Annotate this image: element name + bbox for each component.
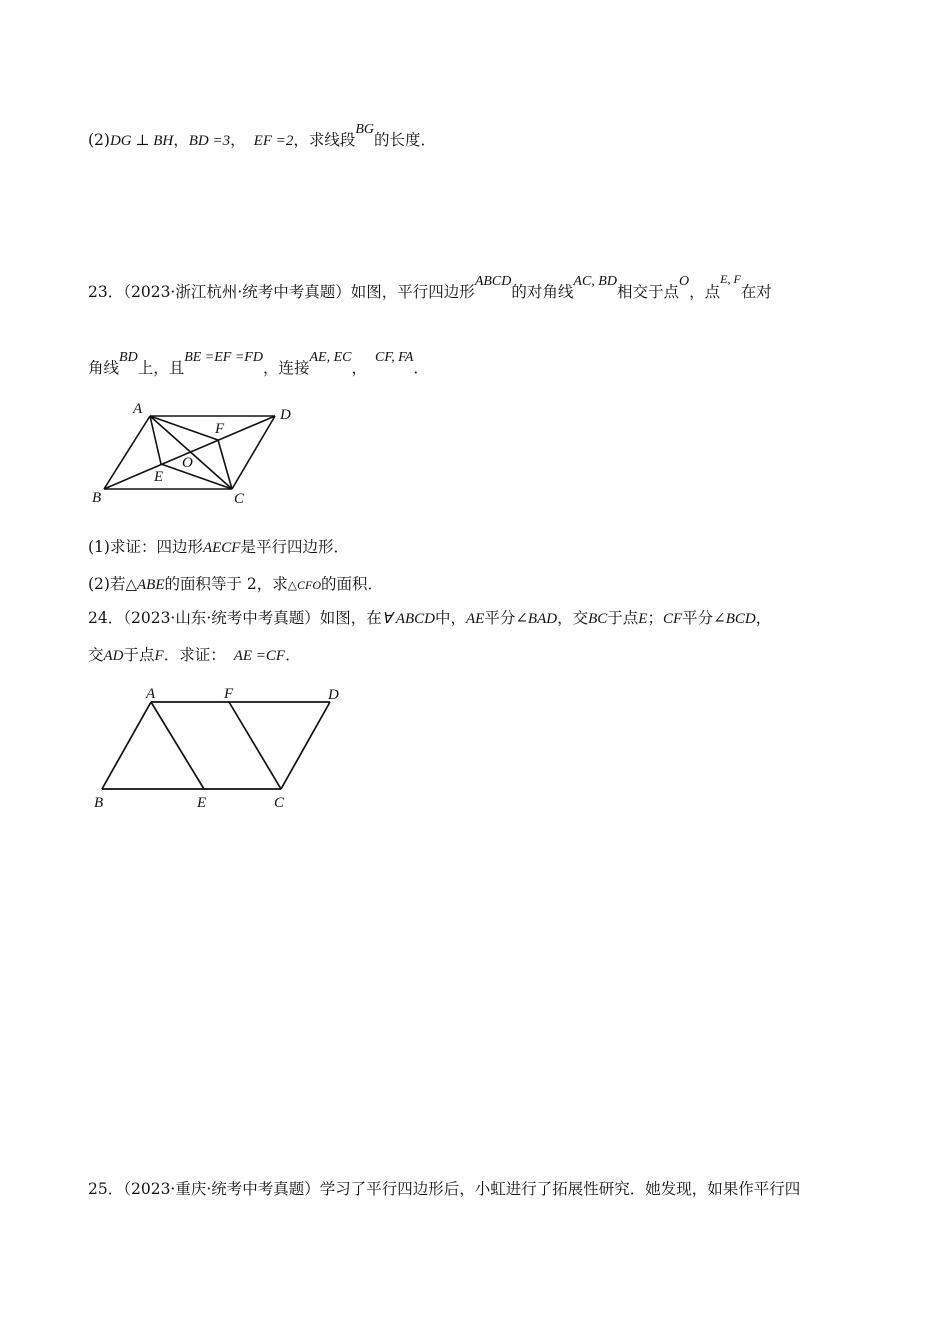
q24-line1 xyxy=(88,606,771,628)
text: 于点 xyxy=(607,609,639,627)
segment-ec xyxy=(161,464,232,489)
label-f: F xyxy=(215,421,225,437)
math-expr: AECF xyxy=(202,540,241,556)
text: ． xyxy=(285,646,301,664)
label-c: C xyxy=(274,795,285,811)
math-expr: BD =3 xyxy=(188,133,231,149)
q23-line2 xyxy=(88,350,429,378)
q24-line2 xyxy=(88,643,301,665)
text: (2)若 xyxy=(88,575,126,593)
segment-cf xyxy=(218,440,232,489)
math-expr: BG xyxy=(355,122,375,137)
question-source: （2023·重庆·统考中考真题） xyxy=(123,1180,320,1198)
text: 中， xyxy=(435,609,467,627)
q23-line1 xyxy=(88,272,772,302)
edge-ba xyxy=(104,416,150,489)
label-e: E xyxy=(197,795,207,811)
text: 的面积等于 2，求 xyxy=(164,575,288,593)
diagonal-ac xyxy=(150,416,232,489)
math-expr: △CFO xyxy=(287,578,322,592)
text: ，交 xyxy=(557,609,589,627)
text: 平分 xyxy=(484,609,516,627)
text: 的长度． xyxy=(374,131,437,149)
diagonal-bd xyxy=(104,416,275,489)
text: ，连接 xyxy=(262,359,310,377)
math-expr: E xyxy=(638,611,648,627)
label-f: F xyxy=(224,686,234,702)
math-expr: O xyxy=(678,274,690,289)
math-expr: AD xyxy=(103,648,124,664)
label-a: A xyxy=(133,401,143,417)
text: ，点 xyxy=(689,283,721,301)
text: 在对 xyxy=(740,283,772,301)
segment-fc xyxy=(229,702,281,789)
math-expr: AE =CF xyxy=(233,648,286,664)
math-expr: ꓯ ABCD xyxy=(381,611,435,627)
math-expr: ∠BAD xyxy=(515,611,558,627)
math-expr: AE, EC xyxy=(309,350,352,365)
q22-part2-line xyxy=(88,122,437,150)
math-expr: BE =EF =FD xyxy=(184,350,263,365)
question-number: 25． xyxy=(88,1180,124,1198)
q23-part2 xyxy=(88,572,383,594)
text: ．求证： xyxy=(163,646,226,664)
segment-fa xyxy=(150,416,218,440)
math-expr: EF =2 xyxy=(253,133,294,149)
text: ． xyxy=(413,359,429,377)
math-expr: AE xyxy=(466,611,485,627)
text: ； xyxy=(647,609,663,627)
label-o: O xyxy=(182,455,193,471)
part-label: (2) xyxy=(88,131,110,149)
text: (1)求证：四边形 xyxy=(88,538,203,556)
text: ， xyxy=(173,131,189,149)
text: 如图，平行四边形 xyxy=(350,283,475,301)
label-b: B xyxy=(92,490,102,506)
label-c: C xyxy=(234,491,245,507)
text: ，求线段 xyxy=(293,131,356,149)
math-expr: △ABE xyxy=(125,577,165,593)
text: 上，且 xyxy=(137,359,185,377)
math-expr: AC, BD xyxy=(573,274,617,289)
edge-ba xyxy=(102,702,151,789)
question-number: 23． xyxy=(88,283,124,301)
q25-line1 xyxy=(88,1177,800,1199)
text: 相交于点 xyxy=(616,283,679,301)
math-expr: BC xyxy=(588,611,608,627)
math-expr: E, F xyxy=(720,272,741,286)
question-source: （2023·山东·统考中考真题） xyxy=(123,609,320,627)
segment-ae xyxy=(151,702,204,789)
label-e: E xyxy=(154,469,164,485)
math-expr: ∠BCD xyxy=(713,611,756,627)
math-expr: BD xyxy=(119,350,138,365)
text: 的面积． xyxy=(321,575,384,593)
edge-dc xyxy=(281,702,330,789)
text: 的对角线 xyxy=(511,283,574,301)
text: 交 xyxy=(88,646,104,664)
label-d: D xyxy=(280,407,291,423)
text: 是平行四边形． xyxy=(240,538,349,556)
text: 于点 xyxy=(123,646,155,664)
text: 平分 xyxy=(682,609,714,627)
math-expr: DG ⊥ BH xyxy=(109,133,174,149)
question-source: （2023·浙江杭州·统考中考真题） xyxy=(123,283,351,301)
math-expr: CF xyxy=(662,611,683,627)
label-d: D xyxy=(328,687,339,703)
text: ， xyxy=(230,131,246,149)
text: ， xyxy=(351,359,367,377)
math-expr: CF, FA xyxy=(375,350,414,365)
label-b: B xyxy=(94,795,104,811)
question-number: 24． xyxy=(88,609,124,627)
label-a: A xyxy=(146,686,156,702)
text: 角线 xyxy=(88,359,120,377)
text: 学习了平行四边形后，小虹进行了拓展性研究．她发现，如果作平行四 xyxy=(319,1180,801,1198)
math-expr: ABCD xyxy=(474,274,512,289)
segment-ae xyxy=(150,416,161,464)
text: ， xyxy=(755,609,772,627)
edge-dc xyxy=(232,416,275,489)
q23-part1 xyxy=(88,535,349,557)
math-expr: F xyxy=(154,648,164,664)
text: 如图，在 xyxy=(319,609,382,627)
